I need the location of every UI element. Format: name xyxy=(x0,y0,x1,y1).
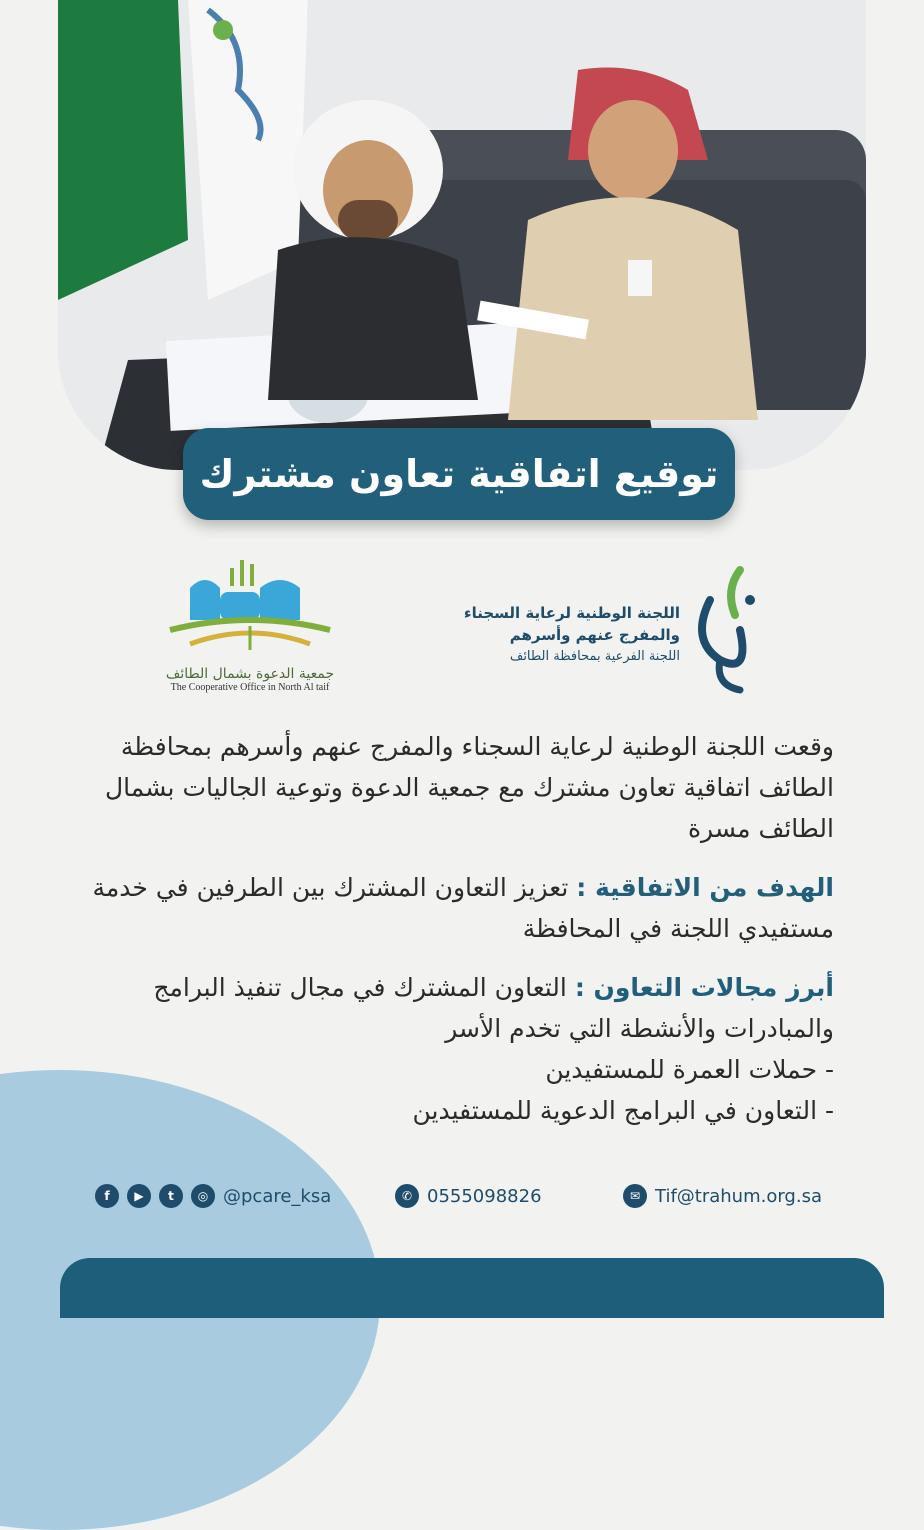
committee-line1: اللجنة الوطنية لرعاية السجناء xyxy=(463,604,680,622)
footer-band xyxy=(60,1258,884,1318)
email-address[interactable]: Tif@trahum.org.sa xyxy=(655,1185,822,1207)
phone-contact xyxy=(395,1184,542,1208)
social-contact xyxy=(95,1184,331,1208)
facebook-icon[interactable]: f xyxy=(95,1184,119,1208)
intro-paragraph: وقعت اللجنة الوطنية لرعاية السجناء والمفرج عنهم وأسرهم بمحافظة الطائف اتفاقية تعاون مشترك مع جمعية الدعوة وتوعية الجاليات بشمال الطائف مسرة xyxy=(105,732,834,843)
whatsapp-icon: ✆ xyxy=(395,1184,419,1208)
association-name-ar: جمعية الدعوة بشمال الطائف xyxy=(165,666,335,682)
goal-text: تعزيز التعاون المشترك بين الطرفين في خدمة مستفيدي اللجنة في المحافظة xyxy=(92,873,834,943)
areas-paragraph xyxy=(80,967,834,1049)
list-item: - حملات العمرة للمستفيدين xyxy=(545,1055,834,1084)
twitter-icon[interactable]: t xyxy=(159,1184,183,1208)
youtube-icon[interactable]: ▶ xyxy=(127,1184,151,1208)
announcement-body xyxy=(80,726,834,1131)
email-contact xyxy=(623,1184,822,1208)
list-item: - التعاون في البرامج الدعوية للمستفيدين xyxy=(412,1096,834,1125)
goal-paragraph xyxy=(80,867,834,949)
association-logo-icon xyxy=(150,560,350,660)
committee-line3: اللجنة الفرعية بمحافظة الطائف xyxy=(509,649,680,664)
committee-logo-icon xyxy=(680,560,770,700)
goal-label: الهدف من الاتفاقية : xyxy=(576,873,834,902)
areas-label: أبرز مجالات التعاون : xyxy=(574,973,834,1002)
committee-line2: والمفرج عنهم وأسرهم xyxy=(509,626,680,644)
signing-photo xyxy=(58,0,866,470)
contact-bar xyxy=(95,1184,835,1212)
association-logo xyxy=(150,560,350,700)
page-title: توقيع اتفاقية تعاون مشترك xyxy=(199,452,719,496)
committee-name xyxy=(440,602,680,668)
committee-logo xyxy=(463,560,800,700)
phone-number[interactable]: 0555098826 xyxy=(427,1185,542,1207)
instagram-icon[interactable]: ◎ xyxy=(191,1184,215,1208)
areas-text: التعاون المشترك في مجال تنفيذ البرامج والمبادرات والأنشطة التي تخدم الأسر xyxy=(153,973,834,1043)
email-icon: ✉ xyxy=(623,1184,647,1208)
association-name-en: The Cooperative Office in North Al taif xyxy=(170,682,330,693)
title-banner xyxy=(183,428,735,520)
social-handle[interactable]: @pcare_ksa xyxy=(223,1185,332,1207)
